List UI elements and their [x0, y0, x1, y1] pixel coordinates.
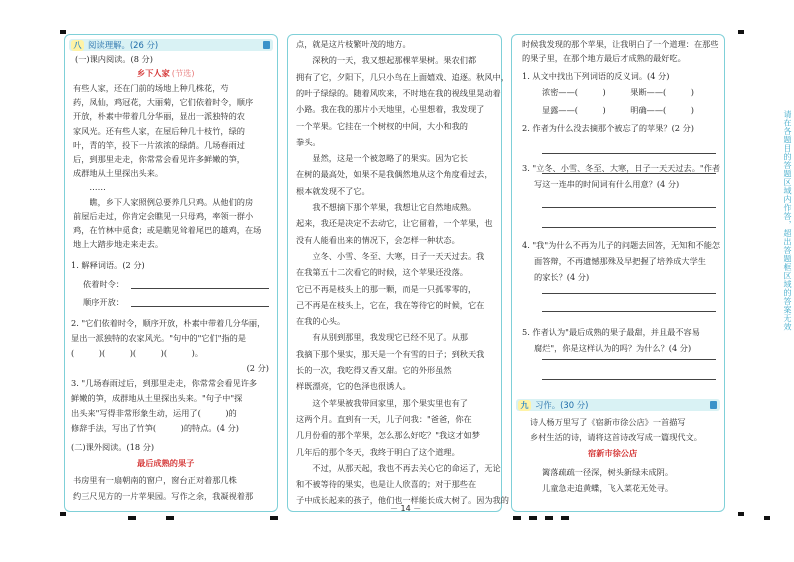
section-number: 八	[71, 40, 84, 51]
section-header-writing	[516, 399, 720, 411]
passage-line: 它已不再是枝头上的那一颗，而是一只孤零零的，	[296, 283, 477, 294]
question-1b: 顺序开放：	[83, 297, 124, 307]
answer-line-q3-a	[542, 207, 716, 208]
passage-line: 这个苹果被我带回家里，那个果实里也有了	[296, 397, 468, 408]
registration-mark	[738, 30, 744, 34]
question-line: 1. 从文中找出下列词语的反义词。(4 分)	[522, 71, 670, 81]
passage-line: 和不被等待的果实，也是让人欣喜的；对于那些在	[296, 479, 477, 490]
section-number: 九	[518, 400, 531, 411]
registration-mark	[166, 516, 174, 520]
passage-line: 根本就发现不了它。	[296, 185, 370, 196]
question-line: 写这一连串的时间词有什么用意？(4 分)	[534, 179, 680, 189]
prompt-line: 诗人杨万里写了《宿新市徐公店》一首描写	[530, 417, 686, 427]
section-header-reading	[69, 39, 273, 51]
page-number: － 14 －	[390, 504, 422, 513]
section-label: 习作。(30 分)	[535, 400, 589, 410]
passage-line: 的叶子绿绿的。随着风吹来，不时地在我的视线里晃动着	[296, 87, 501, 98]
question-line: 修辞手法，写出了竹笋( )的特点。(4 分)	[71, 423, 239, 433]
answer-line-q4-a	[542, 293, 716, 294]
right-column	[511, 34, 725, 512]
poem-line: 儿童急走追黄蝶，飞入菜花无处寻。	[542, 483, 674, 493]
passage-line: 显然，这是一个被忽略了的果实。因为它长	[296, 153, 468, 164]
question-line: ( )( )( )( )。	[71, 348, 203, 358]
passage-line: 样既漂亮，它的色泽也很诱人。	[296, 381, 411, 392]
passage-line: 几年后的那个冬天，我终于明白了这个道理。	[296, 446, 460, 457]
passage-line: 地上大踏步地走来走去。	[73, 239, 164, 250]
question-line: 鲜嫩的笋，成群地从土里探出头来。"句子中"探	[71, 393, 243, 403]
passage-line: 长的一次，我吃得又香又甜。它的外形虽然	[296, 365, 452, 375]
passage-line: 鸡，在竹林中觅食；或是瞧见耸着尾巴的雄鸡，在场	[73, 225, 262, 235]
passage-line: 叶，青的竿，投下一片浓浓的绿荫。几场春雨过	[73, 139, 245, 150]
passage-line: 药，凤仙，鸡冠花，大丽菊，它们依着时令，顺序	[73, 97, 254, 108]
registration-mark	[738, 512, 744, 516]
answer-area-notice: 请在各题目的答题区域内作答，超出答题框区域的答案无效	[783, 110, 792, 331]
registration-mark	[60, 30, 66, 34]
passage-line: 这两个月。直到有一天，儿子问我："爸爸，你在	[296, 413, 472, 424]
registration-mark	[764, 516, 770, 520]
passage-line: 拳头。	[296, 136, 321, 147]
question-line: 2. 作者为什么没去摘那个被忘了的苹果？(2 分)	[522, 123, 694, 133]
passage-line: 我摘下那个果实，那天是一个有雪的日子；到秋天我	[296, 348, 485, 359]
passage-line: 成群地从土里探出头来。	[73, 168, 164, 179]
prompt-line: 乡村生活的诗，请将这首诗改写成一篇现代文。	[530, 432, 702, 442]
passage-line: 瞧，乡下人家照例总要养几只鸡。从他们的房	[73, 196, 254, 207]
question-line: 4. "我"为什么不再为儿子的问题去回答，无知和不能怎	[522, 240, 721, 250]
passage-line: 有从别到那里，我发现它已经不见了。从那	[296, 332, 468, 343]
passage-line: 家风光。还有些人家，在屋后种几十枝竹，绿的	[73, 125, 245, 136]
answer-line-1b	[131, 306, 269, 307]
registration-mark	[513, 516, 521, 520]
question-line: 出头来"写得非常形象生动，运用了( )的	[71, 408, 237, 418]
poem-title: 宿新市徐公店	[588, 448, 638, 458]
question-line: 腐烂"，你是这样认为的吗？为什么？(4 分)	[534, 343, 692, 353]
passage-line: 点，就是这片枝繁叶茂的地方。	[296, 39, 411, 49]
question-1: 1. 解释词语。(2 分)	[71, 260, 145, 270]
question-line: 显露——( ) 明确——( )	[542, 105, 694, 115]
question-line: 的家长？(4 分)	[534, 272, 590, 282]
answer-line-q5-b	[542, 379, 716, 380]
registration-mark	[561, 516, 569, 520]
passage-line: 小路。我在我的那片小天地里，心里想着，我发现了	[296, 104, 485, 115]
passage-line: 起来，我还是决定不去动它，让它留着，一个苹果，也	[296, 218, 493, 229]
passage-line: 在树的最高处，如果不是我偶然地从这个角度看过去，	[296, 169, 493, 180]
answer-line-q2-a	[542, 153, 716, 154]
registration-mark	[128, 516, 136, 520]
passage2-title: 最后成熟的果子	[137, 458, 195, 468]
passage-line: 在我的心头。	[296, 316, 346, 327]
answer-line-q3-b	[542, 227, 716, 228]
poem-line: 篱落疏疏一径深，树头新绿未成阴。	[542, 467, 674, 477]
answer-line-1a	[131, 288, 269, 289]
passage-line: 前屋后走过，你肯定会瞧见一只母鸡，率领一群小	[73, 210, 254, 221]
registration-mark	[60, 512, 66, 516]
passage-line: 深秋的一天，我又想起那棵苹果树。果农们都	[296, 55, 477, 66]
passage-line: 我不想摘下那个苹果，我想让它自然地成熟。	[296, 202, 477, 212]
registration-mark	[270, 516, 278, 520]
passage-line: 立冬、小雪、冬至、大寒，日子一天天过去。我	[296, 250, 485, 261]
passage-line: 约三尺见方的一片苹果园。写作之余，我凝视着那	[73, 491, 254, 501]
passage-line: 己不再是在枝头上，它在，我在等待它的时候，它在	[296, 299, 485, 310]
passage-line: 后，到那里走走，你常常会看见许多鲜嫩的笋，	[73, 154, 245, 164]
passage-line: 书房里有一扇朝南的窗户，窗台正对着那几株	[73, 475, 237, 485]
question-line: 5. 作者认为"最后成熟的果子最甜，并且最不容易	[522, 327, 700, 337]
left-column	[64, 34, 278, 512]
section-end-icon	[710, 401, 717, 409]
question-line: 的果子里，在那个地方最后才成熟的最好吃。	[522, 53, 686, 63]
question-line: 面答辩，不再遗憾那殊及早把握了培养成大学生	[534, 256, 706, 266]
passage1-title: 乡下人家 (节选)	[137, 68, 195, 78]
answer-line-q5-a	[542, 359, 716, 360]
question-line: 3. "几场春雨过后，到那里走走，你常常会看见许多	[71, 378, 258, 388]
passage-line: 几月份看的那个苹果，怎么那么好吃？"我这才如梦	[296, 430, 480, 441]
part2-title: (二)课外阅读。(18 分)	[71, 442, 155, 452]
passage-line: 子中成长起来的孩子，他们也一样能长成大树了。因为我的	[296, 495, 509, 506]
passage-line: 拥有了它，夕阳下，几只小鸟在上面嬉戏、追逐。秋风中，	[296, 71, 509, 82]
question-line: 时候我发现的那个苹果，让我明白了一个道理：在那些	[522, 39, 719, 49]
question-line: 3. "立冬、小雪、冬至、大寒，日子一天天过去。"作者	[522, 163, 721, 173]
question-1a: 依着时令：	[83, 279, 124, 289]
question-line: 显出一派独特的农家风光。"句中的"它们"指的是	[71, 333, 247, 343]
passage-line: 一个苹果。它挂在一个树杈的中间，大小和我的	[296, 120, 468, 131]
passage-line: 不过，从那天起，我也不再去关心它的命运了，无论	[296, 462, 501, 473]
section-label: 阅读理解。(26 分)	[88, 40, 159, 50]
answer-line-q2-b	[542, 173, 716, 174]
passage-line: ……	[73, 182, 106, 193]
registration-mark	[529, 516, 537, 520]
answer-line-q4-b	[542, 311, 716, 312]
section-end-icon	[263, 41, 270, 49]
registration-mark	[545, 516, 553, 520]
passage-line: 没有人能看出来的情况下，会怎样一种状态。	[296, 234, 460, 245]
part1-title: (一)课内阅读。(8 分)	[75, 54, 153, 64]
passage-line: 有些人家，还在门前的场地上种几株花，芍	[73, 83, 229, 93]
question-line: 2. "它们依着时令，顺序开放，朴素中带着几分华丽，	[71, 318, 266, 328]
passage-line: 开放，朴素中带着几分华丽，显出一派独特的农	[73, 111, 245, 122]
question-line: 浓密——( ) 果断——( )	[542, 87, 694, 97]
passage-line: 在我第五十二次看它的时候，这个苹果还没落。	[296, 267, 468, 278]
question-line: (2 分)	[246, 363, 269, 373]
middle-column	[287, 34, 509, 512]
